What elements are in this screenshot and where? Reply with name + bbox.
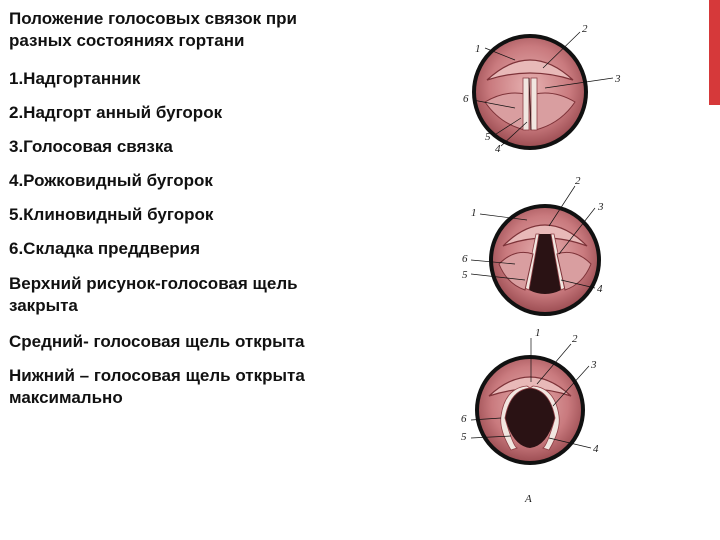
closed-label-5: 5 [485, 131, 491, 143]
note-top-line-1: Верхний рисунок-голосовая щель [9, 274, 298, 293]
open-label-3: 3 [598, 201, 604, 213]
legend-item-vestibular-fold: 6.Складка преддверия [9, 239, 201, 258]
larynx-svg [455, 18, 635, 518]
legend-item-epiglottis: 1.Надгортанник [9, 69, 141, 88]
title-line-1: Положение голосовых связок при [9, 9, 297, 28]
max-open-label-3: 3 [591, 359, 597, 371]
note-bottom-line-2: максимально [9, 388, 123, 407]
open-label-6: 6 [462, 253, 468, 265]
max-open-label-6: 6 [461, 413, 467, 425]
closed-left-cord [523, 78, 529, 130]
closed-label-4: 4 [495, 143, 501, 155]
legend-item-corniculate-tubercle: 4.Рожковидный бугорок [9, 171, 213, 190]
legend-item-vocal-cord: 3.Голосовая связка [9, 137, 173, 156]
open-label-4: 4 [597, 283, 603, 295]
legend-item-epiglottic-tubercle: 2.Надгорт анный бугорок [9, 103, 223, 122]
closed-right-cord [531, 78, 537, 130]
max-open-label-5: 5 [461, 431, 467, 443]
diagram-closed [463, 23, 621, 155]
larynx-illustration [455, 18, 635, 518]
closed-label-3: 3 [615, 73, 621, 85]
diagram-max-open [461, 327, 599, 463]
open-label-5: 5 [462, 269, 468, 281]
closed-label-1: 1 [475, 43, 481, 55]
figure-caption: А [525, 493, 532, 505]
max-open-label-2: 2 [572, 333, 578, 345]
legend-item-cuneiform-tubercle: 5.Клиновидный бугорок [9, 205, 214, 224]
open-label-2: 2 [575, 175, 581, 187]
accent-bar [709, 0, 720, 105]
title-line-2: разных состояниях гортани [9, 31, 245, 50]
note-bottom-line-1: Нижний – голосовая щель открыта [9, 366, 305, 385]
closed-laryngoscope-view [474, 36, 586, 148]
max-open-label-1: 1 [535, 327, 541, 339]
closed-label-2: 2 [582, 23, 588, 35]
closed-label-6: 6 [463, 93, 469, 105]
note-middle: Средний- голосовая щель открыта [9, 332, 305, 351]
diagram-open [462, 175, 604, 314]
note-top-line-2: закрыта [9, 296, 78, 315]
max-open-label-4: 4 [593, 443, 599, 455]
open-label-1: 1 [471, 207, 477, 219]
